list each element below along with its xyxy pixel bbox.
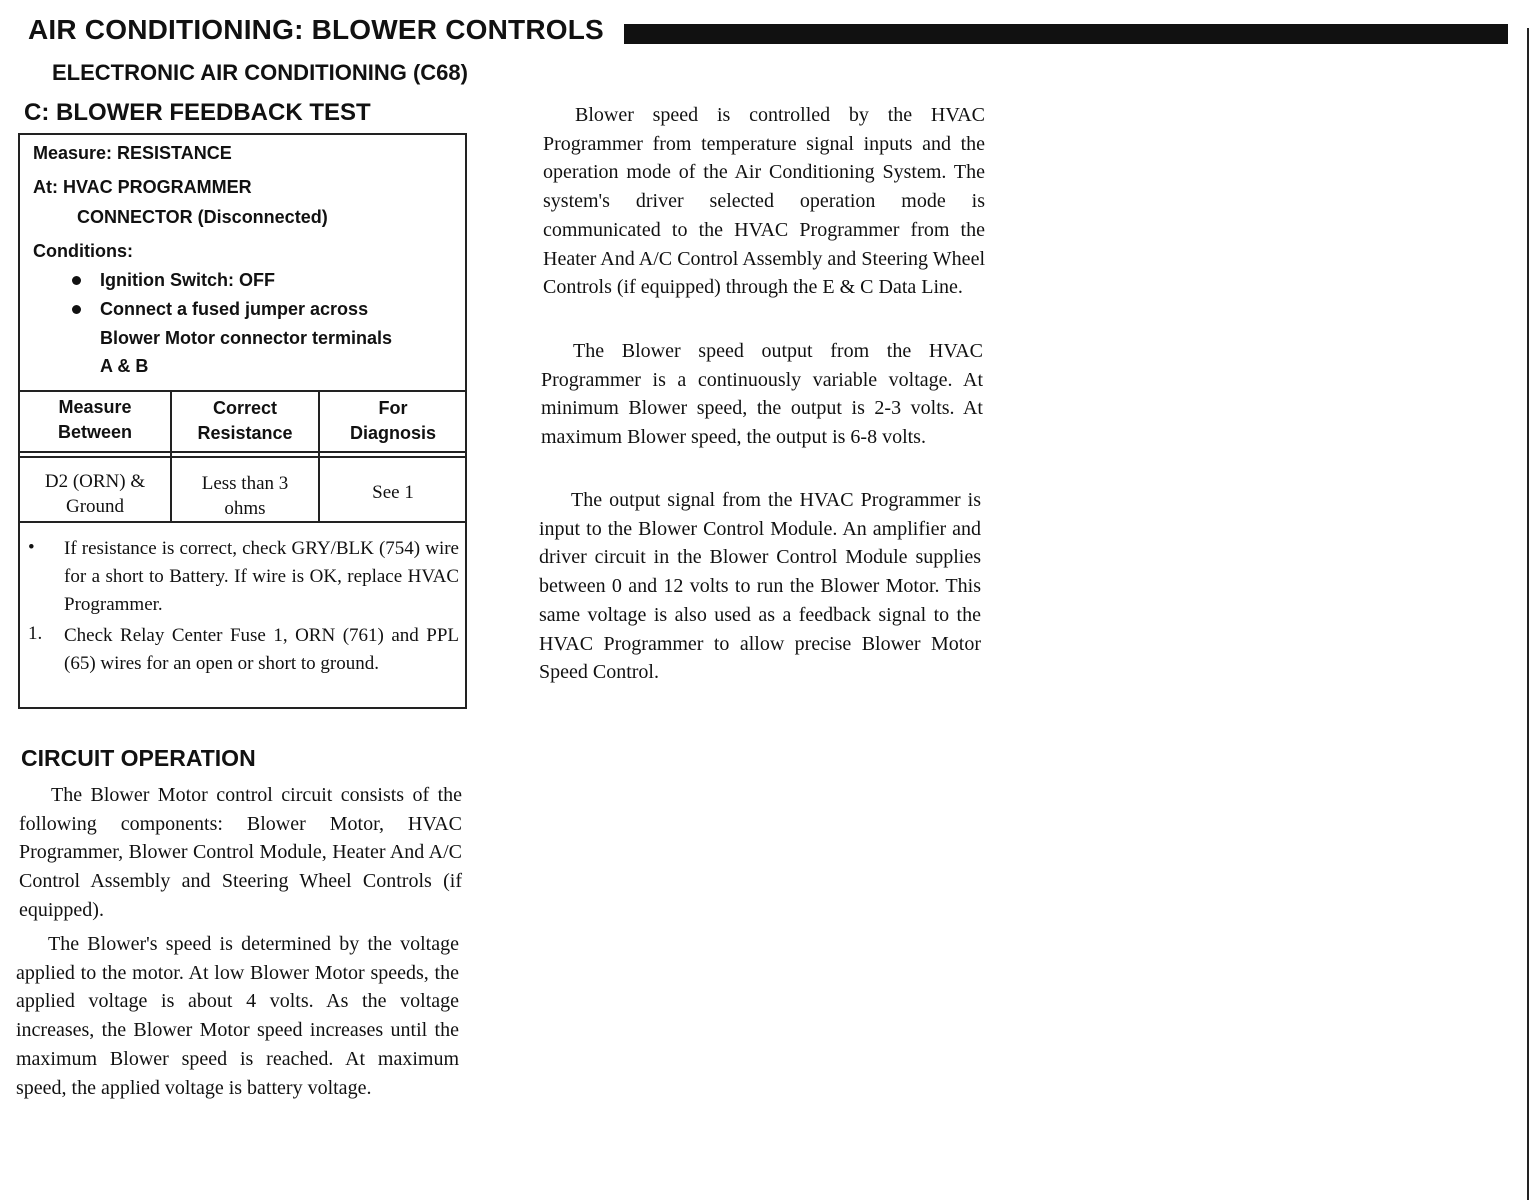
table-cell-measure-between: D2 (ORN) & Ground xyxy=(44,471,146,517)
page-edge-rule xyxy=(1527,28,1529,1200)
section-subtitle: ELECTRONIC AIR CONDITIONING (C68) xyxy=(52,60,468,85)
table-cell-for-diagnosis: See 1 xyxy=(372,482,414,503)
table-cell-correct-resistance: Less than 3 ohms xyxy=(201,473,289,519)
bullet-icon xyxy=(72,276,81,285)
table-rule xyxy=(20,390,465,392)
table-header-for-diagnosis: For Diagnosis xyxy=(349,398,437,443)
test-title: C: BLOWER FEEDBACK TEST xyxy=(24,99,371,126)
at-label-line2: CONNECTOR (Disconnected) xyxy=(77,207,328,227)
condition-item: Blower Motor connector terminals xyxy=(100,328,393,348)
table-header-correct-resistance: Correct Resistance xyxy=(197,398,293,443)
bullet-icon xyxy=(72,305,81,314)
note-text: Check Relay Center Fuse 1, ORN (761) and PPL (65) wires for an open or short to ground. xyxy=(64,625,459,674)
table-header-measure-between: Measure Between xyxy=(57,397,133,442)
at-label-line1: At: HVAC PROGRAMMER xyxy=(33,177,252,197)
table-rule xyxy=(20,521,465,523)
condition-item: Ignition Switch: OFF xyxy=(100,270,275,290)
title-rule xyxy=(624,24,1508,44)
paragraph: Blower speed is controlled by the HVAC Programmer from temperature signal inputs and the operation mode of the Air Conditioning System. The system's driver selected operation mode is communicated to the HVAC Programmer from the Heater And A/C Control Assembly and Steering Wheel Controls (if equipped) through the E & C Data Line. xyxy=(543,104,985,299)
condition-item: A & B xyxy=(100,356,149,376)
note-number: 1. xyxy=(28,623,43,644)
note-text: If resistance is correct, check GRY/BLK (754) wire for a short to Battery. If wire is OK, replace HVAC Programmer. xyxy=(64,538,459,615)
table-rule xyxy=(20,451,465,453)
table-rule xyxy=(20,456,465,458)
paragraph: The Blower speed output from the HVAC Programmer is a continuously variable voltage. At minimum Blower speed, the output is 2-3 volts. At maximum Blower speed, the output is 6-8 volts. xyxy=(541,340,983,449)
paragraph: The Blower Motor control circuit consists of the following components: Blower Motor, HVAC Programmer, Blower Control Module, Heater And A/C Control Assembly and Steering Wheel Controls (if equipped). xyxy=(19,784,462,921)
conditions-label: Conditions: xyxy=(33,241,133,261)
test-procedure-box xyxy=(18,133,467,709)
paragraph: The Blower's speed is determined by the voltage applied to the motor. At low Blower Motor speeds, the applied voltage is about 4 volts. As the voltage increases, the Blower Motor speed increases until the maximum Blower speed is reached. At maximum speed, the applied voltage is battery voltage. xyxy=(16,933,459,1099)
paragraph: The output signal from the HVAC Programmer is input to the Blower Control Module. An amplifier and driver circuit in the Blower Control Module supplies between 0 and 12 volts to run the Blower Motor. This same voltage is also used as a feedback signal to the HVAC Programmer to allow precise Blower Motor Speed Control. xyxy=(539,489,981,684)
condition-item: Connect a fused jumper across xyxy=(100,299,369,319)
page-title: AIR CONDITIONING: BLOWER CONTROLS xyxy=(28,14,604,45)
measure-label: Measure: RESISTANCE xyxy=(33,143,232,163)
circuit-operation-title: CIRCUIT OPERATION xyxy=(21,745,256,771)
note-bullet: • xyxy=(28,537,35,558)
